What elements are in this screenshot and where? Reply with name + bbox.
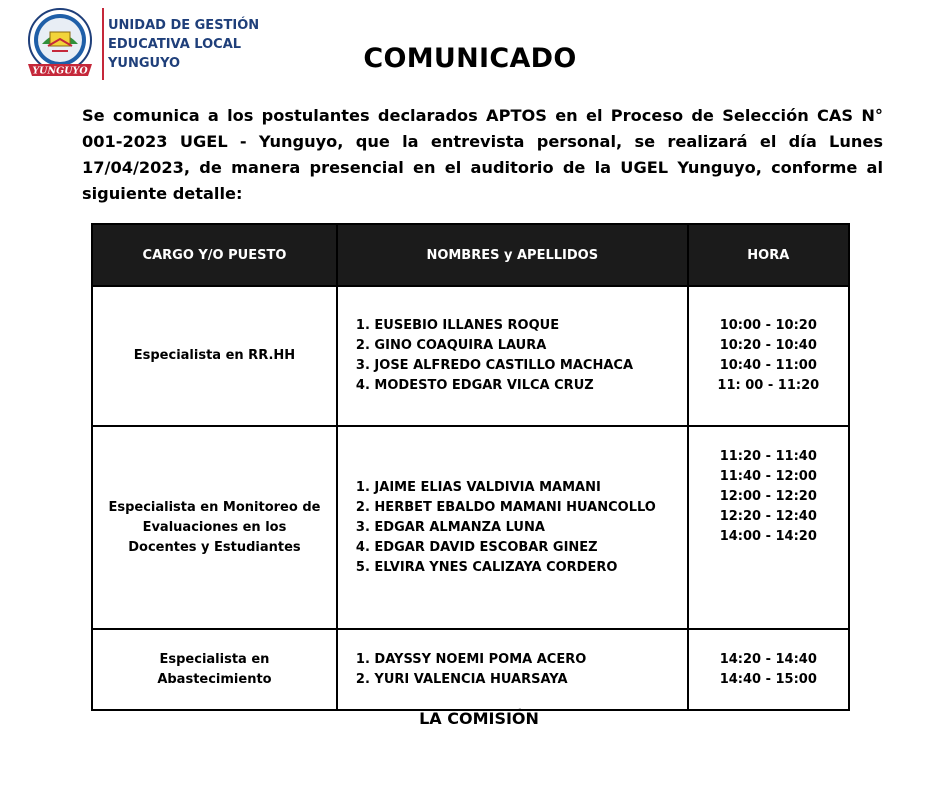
time-slot: 11: 00 - 11:20 [717,378,820,393]
header-cargo: CARGO Y/O PUESTO [92,224,337,286]
candidate-name: 5. ELVIRA YNES CALIZAYA CORDERO [355,559,618,575]
table-row [92,629,849,710]
hora-cell [688,629,849,710]
time-slot: 14:00 - 14:20 [719,529,817,544]
candidate-name: 2. GINO COAQUIRA LAURA [355,338,547,353]
header-nombres: NOMBRES y APELLIDOS [337,224,688,286]
time-slot: 11:40 - 12:00 [719,469,817,484]
time-slot: 14:40 - 15:00 [719,671,817,687]
candidate-name: 3. EDGAR ALMANZA LUNA [355,519,545,535]
names-cell [337,426,688,629]
time-slot: 10:20 - 10:40 [719,338,817,353]
time-slot: 10:00 - 10:20 [719,318,817,333]
candidate-name: 2. YURI VALENCIA HUARSAYA [355,671,568,687]
candidate-name: 3. JOSE ALFREDO CASTILLO MACHACA [355,358,634,373]
time-slot: 12:00 - 12:20 [719,489,817,504]
header-hora: HORA [688,224,849,286]
candidate-name: 4. MODESTO EDGAR VILCA CRUZ [355,378,594,393]
candidate-name: 2. HERBET EBALDO MAMANI HUANCOLLO [355,499,656,515]
candidate-name: 1. DAYSSY NOEMI POMA ACERO [355,651,587,667]
table-row [92,426,849,629]
time-slot: 11:20 - 11:40 [719,449,817,464]
table-header-row [92,224,849,286]
hora-cell [688,286,849,426]
interview-schedule-table [91,223,850,711]
candidate-name: 4. EDGAR DAVID ESCOBAR GINEZ [355,539,598,555]
org-line-3: YUNGUYO [108,56,181,71]
candidate-name: 1. JAIME ELIAS VALDIVIA MAMANI [355,479,601,495]
time-slot: 10:40 - 11:00 [719,358,817,373]
signature-commission: LA COMISIÓN [419,709,539,728]
cargo-cell: Especialista en Monitoreo de Evaluaciones en los Docentes y Estudiantes [92,426,337,629]
candidate-name: 1. EUSEBIO ILLANES ROQUE [355,318,560,333]
time-slot: 12:20 - 12:40 [719,509,817,524]
org-line-1: UNIDAD DE GESTIÓN [108,18,260,33]
intro-paragraph: Se comunica a los postulantes declarados APTOS en el Proceso de Selección CAS N° 001-2023 UGEL - Yunguyo, que la entrevista personal, se realizará el día Lunes 17/04/2023, de manera presencial en el auditorio de la UGEL Yunguyo, conforme al siguiente detalle: [82,106,883,203]
cargo-cell: Especialista en RR.HH [92,286,337,426]
names-cell [337,286,688,426]
hora-cell [688,426,849,629]
svg-text:YUNGUYO: YUNGUYO [32,65,88,77]
time-slot: 14:20 - 14:40 [719,651,817,667]
names-cell [337,629,688,710]
org-line-2: EDUCATIVA LOCAL [108,37,242,52]
table-row [92,286,849,426]
cargo-cell: Especialista en Abastecimiento [92,629,337,710]
page-title: COMUNICADO [363,43,577,74]
